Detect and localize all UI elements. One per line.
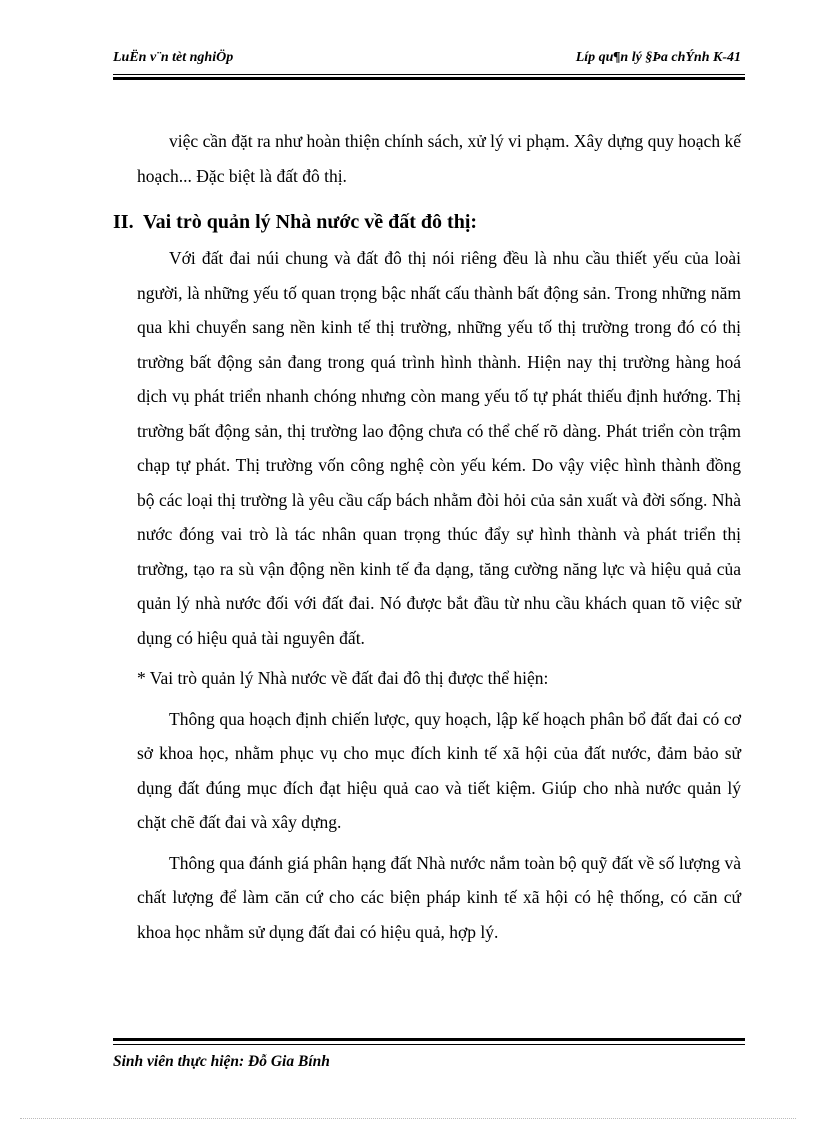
paragraph-3: Thông qua đánh giá phân hạng đất Nhà nước nắm toàn bộ quỹ đất về số lượng và chất lượng để làm căn cứ cho các biện pháp kinh tế xã hội có hệ thống, có căn cứ khoa học nhằm sử dụng đất đai có hiệu quả, hợp lý. [137,852,741,942]
page-body [113,124,741,949]
bullet-line: * Vai trò quản lý Nhà nước về đất đai đô thị được thể hiện: [137,668,549,688]
section-heading [113,203,741,241]
page-bottom-dotted-line [20,1118,796,1119]
header-rule-thin [113,74,745,75]
header-rule-thick [113,77,745,80]
paragraph-2: Thông qua hoạch định chiến lược, quy hoạch, lập kế hoạch phân bổ đất đai có cơ sở khoa học, nhằm phục vụ cho mục đích kinh tế xã hội của đất nước, đảm bảo sử dụng đất đúng mục đích đạt hiệu quả cao và tiết kiệm. Giúp cho nhà nước quản lý chặt chẽ đất đai và xây dựng. [137,708,741,832]
section-number: II. [113,211,134,233]
footer-student-name: Sinh viên thực hiện: Đỗ Gia Bính [113,1053,330,1070]
header-class-name: Líp qu¶n lý §Þa chÝnh K-41 [575,50,741,65]
header-thesis-title: LuËn v¨n tèt nghiÖp [113,50,234,65]
footer-rule-thick [113,1038,745,1041]
intro-paragraph: việc cần đặt ra như hoàn thiện chính sách, xử lý vi phạm. Xây dựng quy hoạch kế hoạch... Đặc biệt là đất đô thị. [137,131,741,186]
paragraph-1: Với đất đai núi chung và đất đô thị nói riêng đều là nhu cầu thiết yếu của loài người, là những yếu tố quan trọng bậc nhất cấu thành bất động sản. Trong những năm qua khi chuyển sang nền kinh tế thị trường, những yếu tố thị trường trong đó có thị trường bất động sản đang trong quá trình hình thành. Hiện nay thị trường hàng hoá dịch vụ phát triển nhanh chóng nhưng còn mang yếu tố tự phát thiếu định hướng. Thị trường bất động sản, thị trường lao động chưa có thể chế rõ dàng. Phát triển còn trậm chạp tự phát. Thị trường vốn công nghệ còn yếu kém. Do vậy việc hình thành đồng bộ các loại thị trường là yêu cầu cấp bách nhằm đòi hỏi của sản xuất và đời sống. Nhà nước đóng vai trò là tác nhân quan trọng thúc đẩy sự hình thành và phát triển thị trường, tạo ra sù vận động nền kinh tế đa dạng, tăng cường năng lực và hiệu quả của quản lý nhà nước đối với đất đai. Nó được bắt đầu từ nhu cầu khách quan tõ việc sử dụng có hiệu quả tài nguyên đất. [137,248,741,648]
page-header [113,50,741,72]
footer-rule-thin [113,1044,745,1045]
section-title: Vai trò quản lý Nhà nước về đất đô thị: [143,211,478,233]
